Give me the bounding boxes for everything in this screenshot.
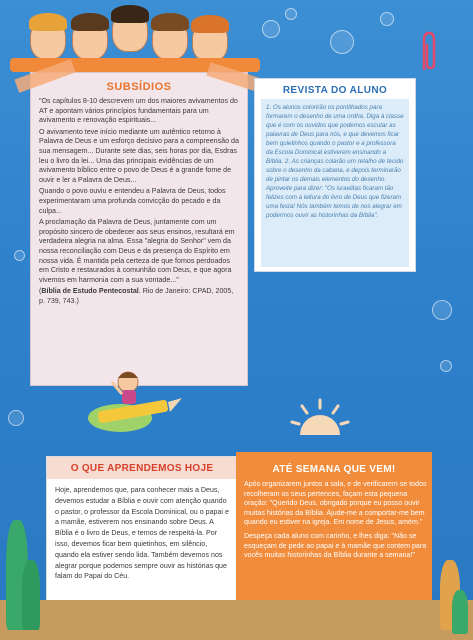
citation-details: . Rio de Janeiro: CPAD, 2005, p. 739, 743.) bbox=[39, 287, 234, 305]
semana-farewell-paragraph: Despeça cada aluno com carinho, e lhes diga: "Não se esqueçam de pedir ao papai e à mamãe que contem para vocês muitas historinhas da Bíblia durante a semana!" bbox=[244, 531, 427, 560]
revista-body: 1. Os alunos colorirão os pontilhados para formarem o desenho de uma ordha. Diga à classe que é com os ouvidos que podemos escutar as palavras de Deus para nós, e que devemos ficar bem quietinhos quando o pastor e a professora da Escola Dominical estiverem ensinando a Bíblia. 2. As crianças colarão um retalho de tecido sobre o desenho da cabana, e depois terminarão de pintar os demais elementos do desenho. Aproveite para dizer: "Os israelitas ficaram tão felizes com a leitura do livro de Deus que fizeram uma festa! Nós também temos de nos alegrar em podermos ouvir as historinhas da Bíblia". bbox=[266, 104, 404, 219]
subsidios-card bbox=[30, 72, 248, 386]
seaweed-decoration bbox=[452, 590, 468, 634]
child-figure bbox=[72, 18, 108, 60]
bubble-decoration bbox=[285, 8, 297, 20]
bubble-decoration bbox=[8, 410, 24, 426]
bubble-decoration bbox=[262, 20, 280, 38]
child-figure bbox=[30, 18, 66, 60]
child-on-pencil-illustration bbox=[80, 352, 190, 442]
subsidios-paragraph: A proclamação da Palavra de Deus, juntamente com um propósito sincero de obedecer aos seus ensinos, resultará em verdadeira alegria na alma. Essa "alegria do Senhor" vem da nossa reconciliação com Deus e da presença do Espírito em nossa vida. É mantida pela certeza de que fomos perdoados em Cristo e restaurados à comunhão com Deus, e que agora vivemos em harmonia com a sua vontade..." bbox=[39, 218, 235, 284]
bubble-decoration bbox=[330, 30, 354, 54]
subsidios-paragraph: Quando o povo ouviu e entendeu a Palavra de Deus, todos experimentaram uma profunda convicção do pecado e da culpa... bbox=[39, 187, 226, 215]
seaweed-decoration bbox=[22, 560, 40, 630]
aprendemos-header bbox=[47, 457, 237, 479]
subsidios-paragraph: "Os capítulos 8-10 descrevem um dos maiores avivamentos do AT e apontam vários princípios fundamentais para um avivamento e renovação espirituais... bbox=[39, 97, 238, 125]
bubble-decoration bbox=[14, 250, 25, 261]
child-figure bbox=[112, 10, 148, 52]
citation-open: ( bbox=[39, 287, 42, 296]
revista-title: REVISTA DO ALUNO bbox=[282, 85, 388, 96]
child-figure bbox=[152, 18, 188, 60]
aprendemos-body: Hoje, aprendemos que, para conhecer mais a Deus, devemos estudar a Bíblia e ouvir com atenção quando o pastor, o professor da Escola Dominical, ou o papai e a mamãe, estiverem nos ensinando sobre Deus. A Bíblia é o livro de Deus, e temos de respeitá-la. Por isso, devemos ficar bem quietinhos, em silêncio, quando ela estiver sendo lida. Também devemos nos alegrar porque podemos sempre ouvir as histórias que falam do Papai do Céu. bbox=[55, 486, 229, 581]
subsidios-paragraph: O avivamento teve início mediante um autêntico retorno à Palavra de Deus e um esforço decisivo para a compreensão da sua mensagem... Durante sete dias, seis horas por dia, Esdras leu o livro da lei... Uma das principais evidências de um avivamento bíblico entre o povo de Deus é a grande fome de ouvir e ler a Palavra de Deus... bbox=[39, 127, 239, 184]
semana-title: ATÉ SEMANA QUE VEM! bbox=[272, 464, 396, 475]
bubble-decoration bbox=[440, 360, 452, 372]
semana-prayer-paragraph: Após organizarem juntos a sala, e de verificarem se todos recolheram os seus pertences, façam esta pequena oração: "Querido Deus, obrigado porque eu posso ouvir muitas histórias da Bíblia. Ajude-me a comportar-me bem quando eu estiver na igreja. Em nome de Jesus, amém." bbox=[244, 480, 427, 527]
subsidios-title: SUBSÍDIOS bbox=[106, 81, 172, 93]
paperclip-icon bbox=[418, 30, 438, 74]
revista-body-box bbox=[261, 99, 409, 267]
sun-rays-icon bbox=[290, 398, 350, 438]
subsidios-citation bbox=[39, 287, 240, 306]
seabed-decoration bbox=[0, 600, 473, 640]
bubble-decoration bbox=[380, 12, 394, 26]
aprendemos-title: O QUE APRENDEMOS HOJE bbox=[70, 463, 214, 474]
bubble-decoration bbox=[432, 300, 452, 320]
child-figure bbox=[192, 20, 228, 62]
citation-source: Bíblia de Estudo Pentecostal bbox=[41, 287, 139, 296]
revista-card bbox=[254, 78, 416, 272]
